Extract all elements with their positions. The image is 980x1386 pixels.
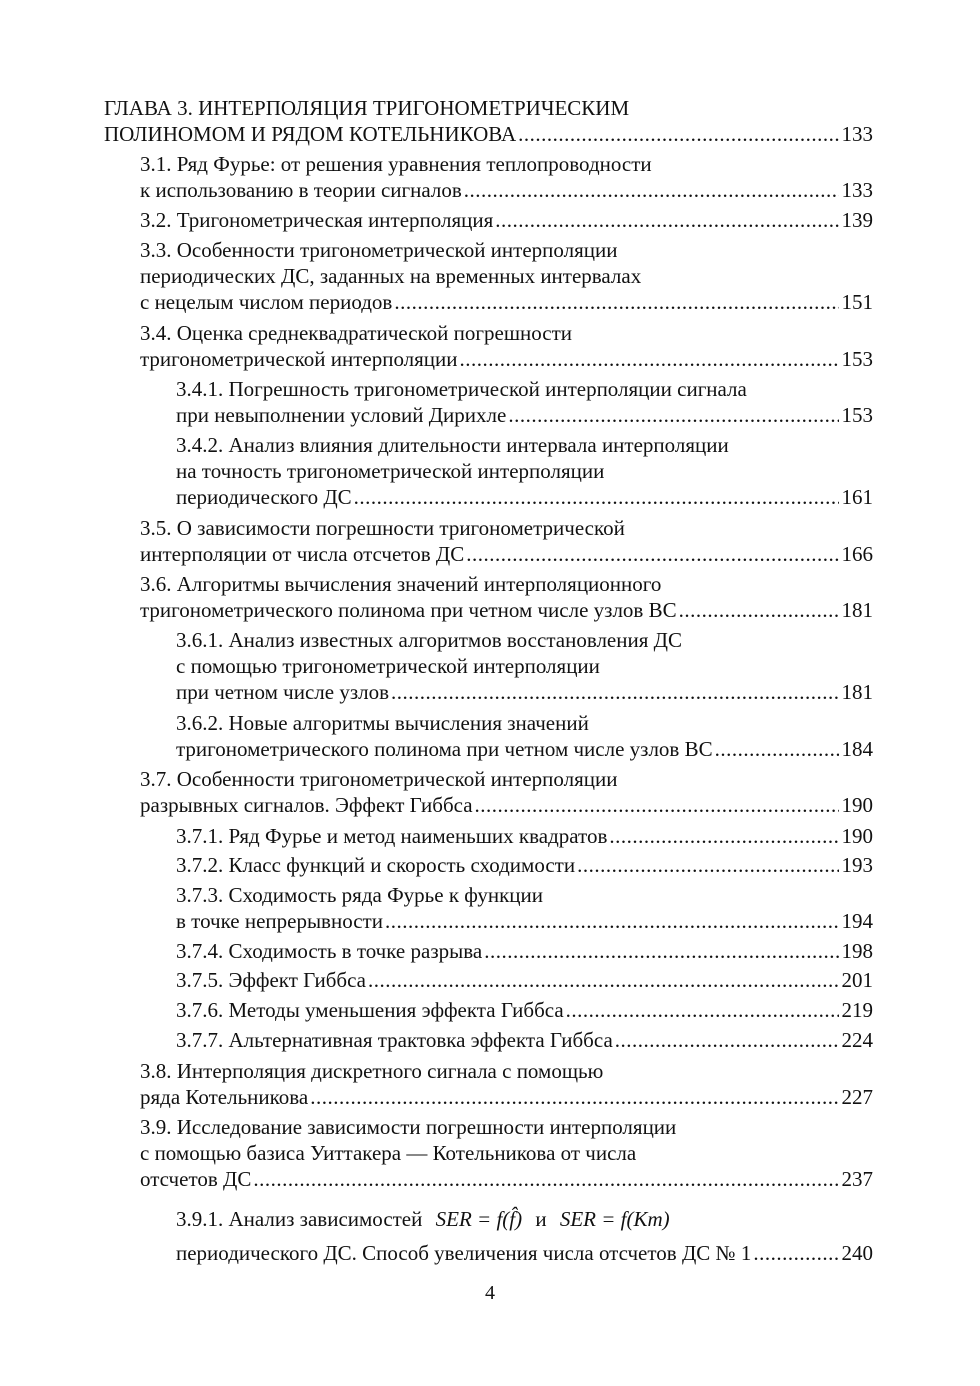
formula-ser-f-hat: SER = f(f̂) bbox=[435, 1207, 523, 1231]
toc-page-number: 153 bbox=[841, 403, 873, 427]
dot-leader bbox=[566, 997, 839, 1023]
toc-entry-text: тригонометрической интерполяции bbox=[140, 347, 458, 371]
toc-entry-text: 3.7.4. Сходимость в точке разрыва bbox=[176, 939, 483, 963]
toc-page-number: 240 bbox=[841, 1241, 873, 1265]
page-number-footer: 4 bbox=[485, 1282, 495, 1304]
toc-entry-text: 3.9. Исследование зависимости погрешности интерполяции bbox=[140, 1115, 677, 1139]
toc-page-number: 193 bbox=[841, 853, 873, 877]
toc-page-number: 237 bbox=[841, 1167, 873, 1191]
toc-entry-text: 3.4.1. Погрешность тригонометрической интерполяции сигнала bbox=[176, 377, 747, 401]
dot-leader bbox=[753, 1240, 838, 1266]
toc-entry-text: при четном числе узлов bbox=[176, 680, 390, 704]
toc-entry-text: периодического ДС bbox=[176, 485, 352, 509]
dot-leader bbox=[391, 679, 838, 705]
toc-entry-text: 3.8. Интерполяция дискретного сигнала с помощью bbox=[140, 1059, 604, 1083]
toc-page-number: 153 bbox=[841, 347, 873, 371]
dot-leader bbox=[466, 541, 838, 567]
toc-entry-text: тригонометрического полинома при четном числе узлов ВС bbox=[140, 598, 677, 622]
dot-leader bbox=[679, 597, 839, 623]
toc-entry-text: разрывных сигналов. Эффект Гиббса bbox=[140, 793, 473, 817]
toc-page-number: 166 bbox=[841, 542, 873, 566]
toc-page-number: 161 bbox=[841, 485, 873, 509]
toc-entry-text: 3.7.6. Методы уменьшения эффекта Гиббса bbox=[176, 998, 564, 1022]
toc-page-number: 151 bbox=[841, 290, 873, 314]
dot-leader bbox=[484, 938, 838, 964]
toc-page-number: 133 bbox=[841, 122, 873, 146]
toc-entry-text: периодических ДС, заданных на временных интервалах bbox=[140, 264, 642, 288]
dot-leader bbox=[508, 402, 838, 428]
toc-entry-text: к использованию в теории сигналов bbox=[140, 178, 462, 202]
toc-entry-text: 3.7.2. Класс функций и скорость сходимости bbox=[176, 853, 576, 877]
toc-page-number: 181 bbox=[841, 598, 873, 622]
dot-leader bbox=[385, 908, 839, 934]
toc-page-number: 181 bbox=[841, 680, 873, 704]
dot-leader bbox=[615, 1027, 839, 1053]
dot-leader bbox=[464, 177, 839, 203]
dot-leader bbox=[715, 736, 839, 762]
dot-leader bbox=[253, 1166, 838, 1192]
dot-leader bbox=[368, 967, 839, 993]
toc-entry-text: 3.7.3. Сходимость ряда Фурье к функции bbox=[176, 883, 544, 907]
dot-leader bbox=[577, 852, 838, 878]
toc-entry-text: 3.2. Тригонометрическая интерполяция bbox=[140, 208, 494, 232]
dot-leader bbox=[460, 346, 839, 372]
dot-leader bbox=[518, 121, 838, 147]
toc-entry-text: 3.6.1. Анализ известных алгоритмов восстановления ДС bbox=[176, 628, 682, 652]
toc-entry-text: ряда Котельникова bbox=[140, 1085, 309, 1109]
toc-entry-text: 3.7. Особенности тригонометрической интерполяции bbox=[140, 767, 618, 791]
toc-entry-text: тригонометрического полинома при четном числе узлов ВС bbox=[176, 737, 713, 761]
toc-page-number: 198 bbox=[841, 939, 873, 963]
toc-entry-text: на точность тригонометрической интерполяции bbox=[176, 459, 605, 483]
toc-entry-text: 3.7.5. Эффект Гиббса bbox=[176, 968, 366, 992]
toc-page-number: 194 bbox=[841, 909, 873, 933]
toc-page-number: 224 bbox=[841, 1028, 873, 1052]
toc-entry-text: 3.5. О зависимости погрешности тригонометрической bbox=[140, 516, 625, 540]
toc-entry-text: отсчетов ДС bbox=[140, 1167, 252, 1191]
toc-entry-text: 3.6. Алгоритмы вычисления значений интерполяционного bbox=[140, 572, 662, 596]
toc-entry-text: 3.4.2. Анализ влияния длительности интервала интерполяции bbox=[176, 433, 729, 457]
dot-leader bbox=[609, 823, 838, 849]
toc-page-number: 133 bbox=[841, 178, 873, 202]
dot-leader bbox=[310, 1084, 838, 1110]
toc-page-number: 201 bbox=[841, 968, 873, 992]
dot-leader bbox=[394, 289, 838, 315]
toc-page-number: 219 bbox=[841, 998, 873, 1022]
toc-page-number: 139 bbox=[841, 208, 873, 232]
toc-page-number: 190 bbox=[841, 824, 873, 848]
toc-entry-text: с нецелым числом периодов bbox=[140, 290, 393, 314]
toc-page-number: 190 bbox=[841, 793, 873, 817]
toc-entry-text: интерполяции от числа отсчетов ДС bbox=[140, 542, 465, 566]
toc-page-number: 184 bbox=[841, 737, 873, 761]
dot-leader bbox=[475, 792, 839, 818]
toc-entry-text: 3.7.1. Ряд Фурье и метод наименьших квадратов bbox=[176, 824, 608, 848]
toc-entry-text: 3.3. Особенности тригонометрической интерполяции bbox=[140, 238, 618, 262]
toc-entry-text: 3.1. Ряд Фурье: от решения уравнения теплопроводности bbox=[140, 152, 652, 176]
dot-leader bbox=[495, 207, 838, 233]
toc-entry-text: при невыполнении условий Дирихле bbox=[176, 403, 507, 427]
toc-entry-text: 3.9.1. Анализ зависимостей bbox=[176, 1207, 423, 1231]
toc-entry-text: ПОЛИНОМОМ И РЯДОМ КОТЕЛЬНИКОВА bbox=[104, 122, 517, 146]
toc-entry-text: с помощью тригонометрической интерполяции bbox=[176, 654, 600, 678]
toc-entry-text: в точке непрерывности bbox=[176, 909, 383, 933]
toc-entry-text: 3.7.7. Альтернативная трактовка эффекта Гиббса bbox=[176, 1028, 613, 1052]
toc-page-number: 227 bbox=[841, 1085, 873, 1109]
formula-ser-f-km: SER = f(Km) bbox=[559, 1207, 670, 1231]
toc-entry-text: с помощью базиса Уиттакера — Котельникова от числа bbox=[140, 1141, 637, 1165]
toc-entry-text: 3.4. Оценка среднеквадратической погрешности bbox=[140, 321, 573, 345]
toc-entry-text: периодического ДС. Способ увеличения числа отсчетов ДС № 1 bbox=[176, 1241, 752, 1265]
toc-entry-text: ГЛАВА 3. ИНТЕРПОЛЯЦИЯ ТРИГОНОМЕТРИЧЕСКИМ bbox=[104, 96, 630, 120]
toc-entry-text: 3.6.2. Новые алгоритмы вычисления значений bbox=[176, 711, 589, 735]
dot-leader bbox=[354, 484, 839, 510]
conjunction: и bbox=[535, 1207, 547, 1231]
